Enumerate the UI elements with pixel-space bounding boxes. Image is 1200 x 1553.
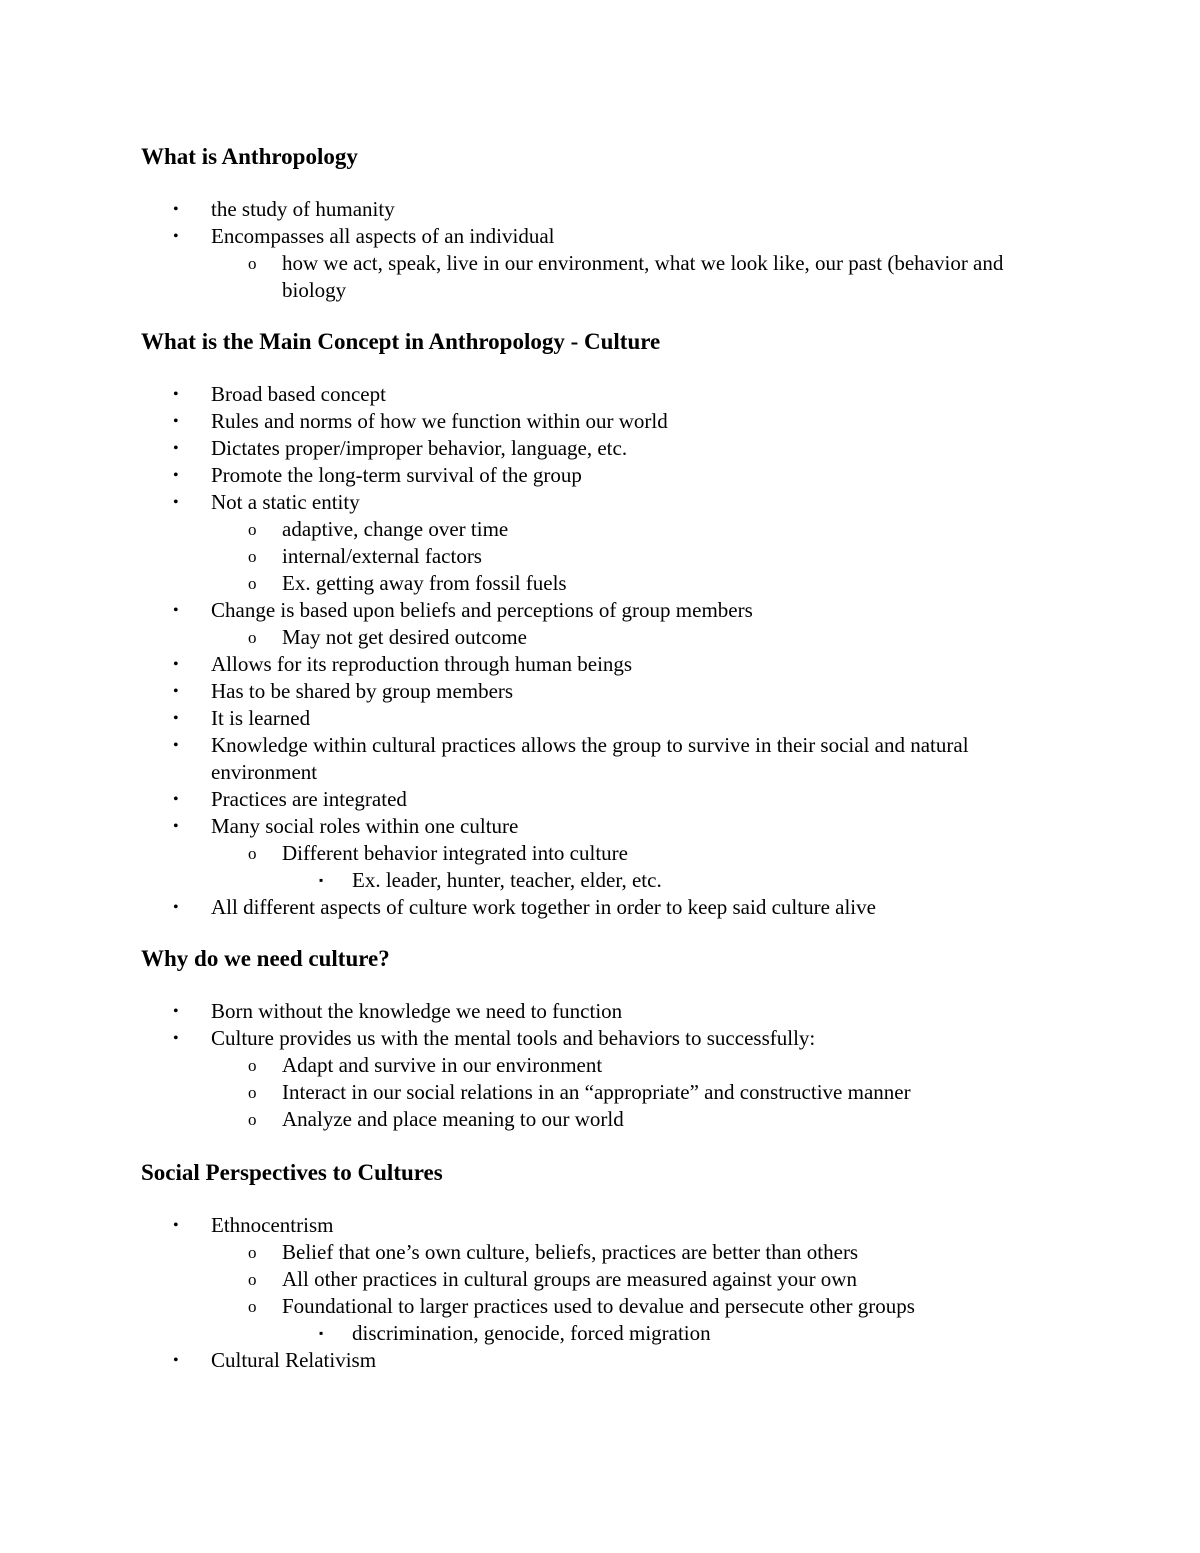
list-item bbox=[141, 381, 1071, 408]
section-heading: What is Anthropology bbox=[141, 144, 358, 169]
list-item-text: Promote the long-term survival of the group bbox=[211, 463, 582, 487]
bullet-marker: o bbox=[248, 520, 257, 539]
bullet-marker: • bbox=[173, 602, 179, 619]
list-item bbox=[141, 1052, 1071, 1079]
bullet-marker: • bbox=[173, 683, 179, 700]
list-item-text: Rules and norms of how we function within our world bbox=[211, 409, 668, 433]
list-item-text: Analyze and place meaning to our world bbox=[282, 1107, 624, 1131]
list-item bbox=[141, 1106, 1071, 1133]
list-item-text: Belief that one’s own culture, beliefs, practices are better than others bbox=[282, 1240, 859, 1264]
list-item-text: Foundational to larger practices used to devalue and persecute other groups bbox=[282, 1294, 915, 1318]
list-item bbox=[141, 840, 1071, 867]
bullet-marker: • bbox=[173, 1030, 179, 1047]
bullet-list bbox=[141, 196, 1071, 304]
bullet-marker: • bbox=[173, 386, 179, 403]
list-item-text: Many social roles within one culture bbox=[211, 814, 519, 838]
list-item bbox=[141, 597, 1071, 624]
list-item bbox=[141, 1347, 1071, 1374]
list-item-text: It is learned bbox=[211, 706, 311, 730]
list-item bbox=[141, 1320, 1071, 1347]
bullet-marker: • bbox=[173, 201, 179, 218]
list-item-text: Knowledge within cultural practices allows the group to survive in their social and natural environment bbox=[211, 733, 969, 784]
list-item bbox=[141, 624, 1071, 651]
list-item bbox=[141, 998, 1071, 1025]
list-item-text: Ex. getting away from fossil fuels bbox=[282, 571, 567, 595]
list-item bbox=[141, 408, 1071, 435]
bullet-list bbox=[141, 1212, 1071, 1374]
list-item-text: Encompasses all aspects of an individual bbox=[211, 224, 555, 248]
list-item-text: Not a static entity bbox=[211, 490, 360, 514]
list-item bbox=[141, 651, 1071, 678]
list-item bbox=[141, 196, 1071, 223]
section-heading: Why do we need culture? bbox=[141, 946, 390, 971]
bullet-marker: o bbox=[248, 254, 257, 273]
list-item bbox=[141, 1025, 1071, 1052]
bullet-marker: o bbox=[248, 574, 257, 593]
list-item bbox=[141, 1212, 1071, 1239]
bullet-marker: • bbox=[173, 1217, 179, 1234]
section-why-culture bbox=[141, 943, 1071, 1133]
list-item bbox=[141, 1079, 1071, 1106]
list-item-text: Born without the knowledge we need to function bbox=[211, 999, 623, 1023]
list-item-text: Practices are integrated bbox=[211, 787, 407, 811]
bullet-marker: o bbox=[248, 844, 257, 863]
list-item bbox=[141, 1266, 1071, 1293]
list-item-text: Change is based upon beliefs and perceptions of group members bbox=[211, 598, 753, 622]
bullet-marker: • bbox=[173, 710, 179, 727]
list-item bbox=[141, 516, 1071, 543]
list-item-text: the study of humanity bbox=[211, 197, 395, 221]
list-item bbox=[141, 489, 1071, 516]
list-item bbox=[141, 867, 1071, 894]
list-item bbox=[141, 435, 1071, 462]
bullet-marker: • bbox=[173, 899, 179, 916]
list-item-text: how we act, speak, live in our environment, what we look like, our past (behavior and biology bbox=[282, 251, 1004, 302]
bullet-marker: • bbox=[173, 1003, 179, 1020]
list-item-text: Culture provides us with the mental tools and behaviors to successfully: bbox=[211, 1026, 816, 1050]
list-item-text: Different behavior integrated into culture bbox=[282, 841, 628, 865]
bullet-marker: • bbox=[173, 440, 179, 457]
list-item bbox=[141, 732, 1071, 786]
bullet-marker: o bbox=[248, 547, 257, 566]
bullet-marker: ▪ bbox=[319, 873, 324, 887]
list-item-text: adaptive, change over time bbox=[282, 517, 509, 541]
section-heading: Social Perspectives to Cultures bbox=[141, 1160, 443, 1185]
list-item bbox=[141, 705, 1071, 732]
list-item bbox=[141, 543, 1071, 570]
list-item bbox=[141, 570, 1071, 597]
list-item bbox=[141, 250, 1071, 304]
bullet-marker: o bbox=[248, 1297, 257, 1316]
bullet-marker: ▪ bbox=[319, 1326, 324, 1340]
list-item-text: All different aspects of culture work together in order to keep said culture alive bbox=[211, 895, 876, 919]
list-item bbox=[141, 813, 1071, 840]
bullet-marker: • bbox=[173, 228, 179, 245]
section-what-is-anthropology bbox=[141, 141, 1071, 304]
list-item-text: Adapt and survive in our environment bbox=[282, 1053, 603, 1077]
bullet-marker: o bbox=[248, 628, 257, 647]
list-item-text: internal/external factors bbox=[282, 544, 482, 568]
bullet-marker: • bbox=[173, 467, 179, 484]
bullet-marker: • bbox=[173, 818, 179, 835]
bullet-list bbox=[141, 381, 1071, 921]
bullet-marker: o bbox=[248, 1110, 257, 1129]
bullet-marker: • bbox=[173, 413, 179, 430]
list-item-text: Allows for its reproduction through human beings bbox=[211, 652, 633, 676]
section-heading: What is the Main Concept in Anthropology - Culture bbox=[141, 329, 661, 354]
list-item bbox=[141, 1239, 1071, 1266]
bullet-marker: o bbox=[248, 1243, 257, 1262]
section-main-concept bbox=[141, 326, 1071, 921]
list-item-text: Ethnocentrism bbox=[211, 1213, 334, 1237]
bullet-marker: • bbox=[173, 494, 179, 511]
bullet-marker: o bbox=[248, 1056, 257, 1075]
bullet-marker: • bbox=[173, 737, 179, 754]
bullet-marker: • bbox=[173, 656, 179, 673]
list-item bbox=[141, 894, 1071, 921]
section-social-perspectives bbox=[141, 1157, 1071, 1374]
bullet-marker: o bbox=[248, 1270, 257, 1289]
list-item bbox=[141, 462, 1071, 489]
list-item-text: All other practices in cultural groups are measured against your own bbox=[282, 1267, 857, 1291]
list-item-text: Dictates proper/improper behavior, language, etc. bbox=[211, 436, 628, 460]
list-item-text: Has to be shared by group members bbox=[211, 679, 514, 703]
list-item-text: discrimination, genocide, forced migration bbox=[352, 1321, 711, 1345]
document-body bbox=[141, 141, 1071, 1374]
bullet-list bbox=[141, 998, 1071, 1133]
bullet-marker: • bbox=[173, 1352, 179, 1369]
list-item-text: Interact in our social relations in an “appropriate” and constructive manner bbox=[282, 1080, 911, 1104]
list-item bbox=[141, 678, 1071, 705]
list-item-text: Cultural Relativism bbox=[211, 1348, 377, 1372]
list-item bbox=[141, 223, 1071, 250]
list-item-text: May not get desired outcome bbox=[282, 625, 527, 649]
list-item-text: Ex. leader, hunter, teacher, elder, etc. bbox=[352, 868, 662, 892]
list-item-text: Broad based concept bbox=[211, 382, 386, 406]
list-item bbox=[141, 786, 1071, 813]
list-item bbox=[141, 1293, 1071, 1320]
bullet-marker: o bbox=[248, 1083, 257, 1102]
bullet-marker: • bbox=[173, 791, 179, 808]
